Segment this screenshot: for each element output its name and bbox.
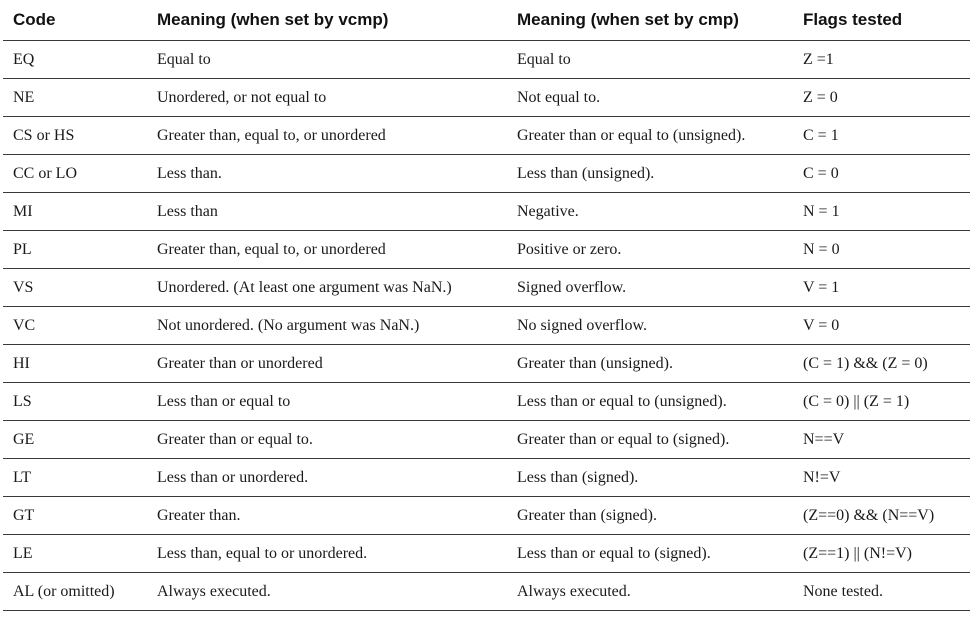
cell-vcmp-meaning: Greater than or equal to. [147, 421, 507, 459]
header-code: Code [3, 0, 147, 41]
cell-flags: (Z==0) && (N==V) [793, 497, 970, 535]
cell-vcmp-meaning: Greater than, equal to, or unordered [147, 117, 507, 155]
table-row [3, 459, 970, 497]
table-row [3, 117, 970, 155]
cell-flags: C = 1 [793, 117, 970, 155]
cell-flags: V = 0 [793, 307, 970, 345]
cell-code: NE [3, 79, 147, 117]
cell-code: GT [3, 497, 147, 535]
header-row [3, 0, 970, 41]
cell-code: MI [3, 193, 147, 231]
cell-code: HI [3, 345, 147, 383]
cell-flags: (Z==1) || (N!=V) [793, 535, 970, 573]
cell-cmp-meaning: Less than (unsigned). [507, 155, 793, 193]
table-row [3, 41, 970, 79]
cell-flags: None tested. [793, 573, 970, 611]
cell-cmp-meaning: Always executed. [507, 573, 793, 611]
table-row [3, 383, 970, 421]
cell-cmp-meaning: No signed overflow. [507, 307, 793, 345]
cell-cmp-meaning: Greater than or equal to (signed). [507, 421, 793, 459]
cell-vcmp-meaning: Less than or unordered. [147, 459, 507, 497]
cell-flags: (C = 0) || (Z = 1) [793, 383, 970, 421]
cell-flags: N==V [793, 421, 970, 459]
cell-flags: C = 0 [793, 155, 970, 193]
cell-code: VC [3, 307, 147, 345]
cell-code: VS [3, 269, 147, 307]
table-row [3, 79, 970, 117]
cell-cmp-meaning: Equal to [507, 41, 793, 79]
cell-vcmp-meaning: Greater than or unordered [147, 345, 507, 383]
header-flags-tested: Flags tested [793, 0, 970, 41]
cell-cmp-meaning: Less than or equal to (signed). [507, 535, 793, 573]
cell-flags: N!=V [793, 459, 970, 497]
cell-flags: N = 1 [793, 193, 970, 231]
cell-cmp-meaning: Greater than (unsigned). [507, 345, 793, 383]
cell-code: AL (or omitted) [3, 573, 147, 611]
condition-codes-table [3, 0, 970, 611]
cell-code: CS or HS [3, 117, 147, 155]
cell-cmp-meaning: Negative. [507, 193, 793, 231]
cell-vcmp-meaning: Unordered. (At least one argument was NaN.) [147, 269, 507, 307]
cell-cmp-meaning: Positive or zero. [507, 231, 793, 269]
table-row [3, 573, 970, 611]
cell-code: GE [3, 421, 147, 459]
cell-flags: Z =1 [793, 41, 970, 79]
cell-code: LE [3, 535, 147, 573]
cell-vcmp-meaning: Greater than. [147, 497, 507, 535]
cell-flags: (C = 1) && (Z = 0) [793, 345, 970, 383]
cell-flags: N = 0 [793, 231, 970, 269]
cell-code: LS [3, 383, 147, 421]
table-row [3, 269, 970, 307]
cell-code: CC or LO [3, 155, 147, 193]
table-row [3, 421, 970, 459]
cell-cmp-meaning: Not equal to. [507, 79, 793, 117]
cell-vcmp-meaning: Less than or equal to [147, 383, 507, 421]
cell-code: LT [3, 459, 147, 497]
header-meaning-cmp: Meaning (when set by cmp) [507, 0, 793, 41]
table-row [3, 193, 970, 231]
cell-vcmp-meaning: Greater than, equal to, or unordered [147, 231, 507, 269]
table-row [3, 345, 970, 383]
cell-vcmp-meaning: Always executed. [147, 573, 507, 611]
cell-cmp-meaning: Greater than (signed). [507, 497, 793, 535]
cell-vcmp-meaning: Equal to [147, 41, 507, 79]
cell-cmp-meaning: Less than (signed). [507, 459, 793, 497]
cell-cmp-meaning: Less than or equal to (unsigned). [507, 383, 793, 421]
header-meaning-vcmp: Meaning (when set by vcmp) [147, 0, 507, 41]
table-row [3, 497, 970, 535]
cell-vcmp-meaning: Unordered, or not equal to [147, 79, 507, 117]
cell-vcmp-meaning: Less than. [147, 155, 507, 193]
table-row [3, 307, 970, 345]
cell-flags: Z = 0 [793, 79, 970, 117]
cell-cmp-meaning: Signed overflow. [507, 269, 793, 307]
cell-flags: V = 1 [793, 269, 970, 307]
cell-code: PL [3, 231, 147, 269]
table-row [3, 155, 970, 193]
table-row [3, 535, 970, 573]
cell-cmp-meaning: Greater than or equal to (unsigned). [507, 117, 793, 155]
cell-vcmp-meaning: Less than, equal to or unordered. [147, 535, 507, 573]
cell-vcmp-meaning: Not unordered. (No argument was NaN.) [147, 307, 507, 345]
cell-code: EQ [3, 41, 147, 79]
table-row [3, 231, 970, 269]
cell-vcmp-meaning: Less than [147, 193, 507, 231]
